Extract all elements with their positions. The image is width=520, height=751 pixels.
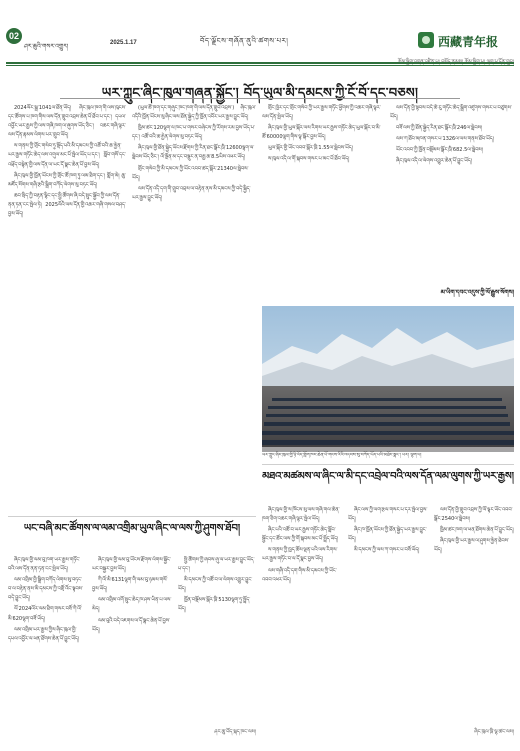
article1-column-1 (8, 104, 126, 514)
paragraph: ལོ་2024ལོར་ལམ་ཐིག་གསར་བཟོ་ཀི་ལོ་མི་620ལྷག་བཟོ་ཡོད། (8, 606, 82, 622)
header-rule-thin (6, 65, 514, 66)
paragraph: ས་གནས་ཀྱི་གྲོང་གསེབ་ཏུ་སྡོད་པའི་མི་དམངས་ཀྱི་འཚོ་བའི་ཆ་རྐྱེན་ཡར་རྒྱས་གཏོང་ཆེད་ལས་འགུལ་མང་པོ་སྤེལ་ཡོད་པ་དང་། སློབ་གསོ་དང་འཕྲོད་བསྟེན་གྱི་ལས་དོན་ལ་ཡང་དོ་སྣང་ཆེན་པོ་བྱས་ཡོད། (8, 143, 126, 168)
logo-icon (418, 32, 434, 48)
article1-headline: ཡར་ཀླུང་ཞིང་ཁུལ་གཞན་སྐྱོང་། བོད་ཡུལ་མི་དམངས་ཀྱི་ངོ་བོ་དང་བཅས། (101, 86, 419, 101)
paragraph: ལས་གཞི་འདི་དག་གིས་མི་དམངས་ཀྱི་ཡོང་འབབ་འཕར་ཡོད། (262, 567, 337, 583)
paragraph: མི་དམངས་ཀྱི་འཚོ་བ་ལ་ལེགས་འགྱུར་བྱུང་ཡོད། (178, 577, 253, 593)
paragraph: གྲོང་གསེབ་ཀྱི་མི་དམངས་ཀྱི་ཡོང་འབབ་ཚད་སྒོར་21340ལ་སླེབས་ཡོད། (132, 165, 249, 181)
article1-byline: མ་ཡིག་དབང་འདུས་ཀྱི་ལོ་རྒྱུས་སོགས། (440, 289, 514, 296)
paragraph: ལས་དོན་གྱི་གྲུབ་འབྲས་ཀྱི་ལོ་ལྟར་ཡོང་འབབ་སྒོར་2540ལ་སླེབས། (434, 507, 513, 523)
paragraph: ཞིང་ཁུལ་གྱི་ཁྱོན་ཡོངས་ཀྱི་གྲོང་ཚོ་ཁག་ཏུ་ལམ་ཐིག་དང་། གློག་མེ། ཆུ་མཛོད་སོགས་གཞི་རྩའི་སྒྲིག་བཀོད་ལེགས་སུ་བཏང་ཡོད། (8, 172, 126, 188)
paragraph: ལམ་བུའི་བདེ་འཇགས་ལ་དོ་སྣང་ཆེན་པོ་བྱས་ཡོད། (92, 617, 171, 633)
article1-column-2 (132, 104, 256, 514)
paragraph: ལམ་འགྲིམ་ཡར་རྒྱས་ཀྱིས་ཞིང་ཁུལ་གྱི་དཔལ་འབྱོར་ལ་ཕན་ཐོགས་ཆེན་པོ་བྱུང་ཡོད། (8, 626, 80, 642)
paragraph: ཁྱོན་བསྡོམས་སྒོར་ཁྲི་5130ལྷག་ཏུ་སྤྲོད་ཡོད། (178, 597, 251, 613)
paragraph: ཁྱིམ་ཚང་120ལྷག་ལ་ཁང་པ་གསར་བཞེངས་ཀྱི་རོགས་རམ་བྱས་ཡོད་པ་དང་། འཚོ་བའི་ཆ་རྐྱེན་ལེགས་སུ་བཏང་ཡོད། (132, 125, 256, 141)
paragraph: ལས་དོན་གྱི་སྟབས་བདེ་ཆེ་རུ་གཏོང་ཆེད་སྒྲིག་འཛུགས་གསར་པ་བཙུགས་ཡོད། (390, 105, 512, 121)
paragraph: ས་ཁུལ་འདི་ལ་གོ་སྐབས་གསར་པ་མང་པོ་ཐོབ་ཡོད། (268, 156, 350, 163)
section-divider (262, 464, 514, 465)
paragraph: ཡུལ་སྐོར་གྱི་ཡོང་འབབ་སྒོར་ཁྲི་1.55ལ་སླེབས་ཡོད། (268, 145, 353, 152)
paragraph: མི་དམངས་ཀྱི་ལས་ཀ་གསར་པ་བཟོ་ཡོད། (354, 547, 420, 554)
headline-divider (60, 98, 460, 99)
article3-byline: ཞིང་ཁུལ་ཁྲི་ལྷ་ཚང་ལས། (474, 729, 514, 735)
paragraph: ས་གནས་ཀྱི་ཁྱད་ཆོས་ལྡན་པའི་ལས་རིགས་ཡར་རྒྱས་གཏོང་བ་ལ་དོ་སྣང་བྱས་ཡོད། (262, 547, 338, 563)
news-photo (262, 306, 514, 452)
paragraph: ལམ་འགྲིམ་གྱི་སྒྲིག་བཀོད་ལེགས་སུ་བཏང་བ་ལ་བརྟེན་ནས་མི་དམངས་ཀྱི་འགྲོ་འོང་སྟབས་བདེ་བྱུང་ཡོད། (8, 577, 83, 602)
article2-headline: ཡང་བཞི་མང་ཚོགས་ལ་ལམ་འགྲིམ་ཡུལ་ཞིང་ལ་ལས་ཀྱི་ཤུགས་ཐོབ། (23, 523, 241, 534)
paragraph: ཞིང་ཁུལ་གྱི་ལམ་བུ་ཡོངས་རྫོགས་ལེགས་སྐྱོང་ཡང་བསྐྱར་བྱས་ཡོད། (92, 557, 171, 573)
article2-column-1 (8, 556, 86, 734)
article3-column-3 (434, 506, 514, 722)
paragraph: (ཡུལ་ཚོ་ཁག་དང་གཞུང་ཁང་ཁག་གི་ལས་དོན་གྲུབ་འབྲས་) ཞིང་ཁུལ་འདིའི་ཁྱོན་ཡོངས་སུ་ཞིང་ལས་ཐོན་སྐྱེད་ཀྱི་ཁྱོན་འབོར་ཡར་རྒྱས་བྱུང་ཡོད། (132, 105, 256, 121)
paragraph: ཆབ་སྲིད་ཀྱི་བརྟན་ལྷིང་དང་སྤྱི་ཚོགས་ཞི་བདེ་སྲུང་སྐྱོབ་ཀྱི་ལས་དོན་ནན་ཏན་ངང་སྤེལ་ཏེ། 2025ལོའི་ལས་དོན་གྱི་འཆར་གཞི་གསལ་བཤད་བྱས་ཡོད། (8, 192, 126, 218)
section-name: ཤར་ཆུའི་གསར་འགྱུར། (24, 43, 69, 50)
paragraph: ལམ་འགྲིམ་འགོ་སྲུང་ཆེད་ཁ་ཤས་ཡིན་པ་ལས་མེད། (92, 597, 172, 613)
article2-column-2 (92, 556, 172, 734)
paragraph: སྤྱི་ཚོགས་ཀྱི་ཞབས་ཞུ་ལ་ཡར་རྒྱས་བྱུང་ཡོད་པ་དང་། (178, 557, 255, 573)
logo-text: 西藏青年报 (438, 35, 499, 49)
paragraph: ཀི་ལོ་མི་6131ལྷག་གི་ལམ་བུ་ཉམས་གསོ་བྱས་ཡོད། (92, 577, 168, 593)
newspaper-logo (418, 30, 514, 52)
paragraph: ཞིང་ཁུལ་གྱི་ལམ་བུ་ཁག་ཡར་རྒྱས་གཏོང་བའི་ལས་དོན་ནན་ཏན་ངང་སྤེལ་ཡོད། (8, 557, 81, 573)
article3-headline: མཐའ་མཚམས་ལ་ཞིང་ལ་མི་དང་འབྲེལ་བའི་ལས་དོན་ལམ་ལུགས་ཀྱི་ཡར་རྒྱས། (262, 471, 514, 482)
paragraph: ཞིང་པའི་འཚོ་བ་ཡར་རྒྱས་གཏོང་ཆེད་སློབ་སྦྱོང་དང་ཚོང་ལས་ཀྱི་གོ་སྐབས་མང་པོ་སྤྲོད་ཡོད། (262, 527, 339, 543)
paragraph: ཞིང་ཁུལ་གྱི་ཡུལ་སྐོར་ལས་རིགས་ཡར་རྒྱས་གཏོང་ཆེད་ཡུལ་སྐོར་བ་མི་ཚོ་60000ལྷག་གིས་ལྟ་སྐོར་བྱས་ཡོད། (262, 125, 381, 141)
article2-byline: ཤར་ཆུ་བོད་སྐད་ཁང་ལས། (214, 729, 256, 735)
paragraph: ཁྱིམ་ཚང་ཁག་ལ་ཕན་ཐོགས་ཆེན་པོ་བྱུང་ཡོད། (440, 527, 514, 534)
newspaper-title-tibetan: བོད་ལྗོངས་གཞོན་ནུའི་ཚགས་པར། (200, 37, 289, 45)
issue-date: 2025.1.17 (110, 40, 137, 46)
paragraph: ཞིང་ལས་ཀྱི་ལག་རྩལ་གསར་པ་དར་སྤེལ་བྱས་ཡོད། (348, 507, 428, 523)
section-divider (8, 516, 256, 517)
paragraph: ཞིང་ཁ་ཁྱོན་ཡོངས་ཀྱི་ཐོན་སྐྱེད་ཡར་རྒྱས་བྱུང་ཡོད། (348, 527, 427, 543)
paragraph: ཞིང་ཁུལ་འདི་ལ་ལེགས་འགྱུར་ཆེན་པོ་བྱུང་ཡོད། (396, 158, 472, 165)
paragraph: ལས་དོན་འདི་དག་གི་གྲུབ་འབྲས་ལ་བརྟེན་ནས་མི་དམངས་ཀྱི་བདེ་སྐྱིད་ཡར་རྒྱས་བྱུང་ཡོད། (132, 185, 251, 201)
paragraph: ཡོང་འབབ་ཀྱི་ཁྱོན་བསྡོམས་སྒོར་ཁྲི་682.5ལ་སླེབས། (396, 147, 483, 154)
photo-caption: ཡར་ཀླུང་ཞིང་ཁུལ་གྱི་ཉི་འོད་གློག་ཁང་ཆེན་པོ་གངས་རིའི་འདབས་སུ་བཀོད་ཡོད་པའི་མཐོང་སྣང་། པར། ལྷག་པ། (262, 453, 422, 458)
paragraph: གྲོང་ཁྱེར་དང་གྲོང་གསེབ་ཀྱི་ཡར་རྒྱས་གཏོང་ཕྱོགས་ཀྱི་འཆར་གཞི་ལྟར་ལས་དོན་སྤེལ་ཡོད། (262, 105, 381, 121)
paragraph: ལས་ཀ་ཐོབ་མཁན་གསར་པ་1326ལ་ལས་གནས་ཐོབ་ཡོད། (396, 136, 494, 143)
article1-column-4 (390, 104, 514, 284)
article3-column-1 (262, 506, 342, 734)
page-number-badge: 02 (6, 28, 22, 44)
paragraph: ཞིང་ཁུལ་གྱི་ཡར་རྒྱས་ལ་ཤུགས་རྐྱེན་ཐེབས་ཡོད། (434, 538, 510, 554)
article1-column-3 (262, 104, 384, 302)
header-rule (6, 62, 514, 64)
paragraph: ཞིང་ཁུལ་གྱི་ས་ཁོངས་སུ་ལས་གཞི་གལ་ཆེན་ཁག་ཅིག་འཆར་གཞི་ལྟར་སྤེལ་ཡོད། (262, 507, 340, 523)
article2-column-3 (178, 556, 256, 722)
solar-farm-mountain-photo (262, 306, 514, 452)
paragraph: བཟོ་ལས་ཀྱི་ཐོན་སྐྱེད་རིན་ཐང་སྒོར་ཁྲི་246ལ་སླེབས། (396, 125, 483, 132)
paragraph: ཞིང་ཁུལ་གྱི་ཐོན་སྐྱེད་ཡོངས་རྫོགས་ཀྱི་རིན་ཐང་སྒོར་ཁྲི་12600ལྷག་ལ་སླེབས་ཡོད་ཅིང་། ལོ་སྔོན་མ་དང་བསྡུར་ན་བརྒྱ་ཆ་8.5ཡིས་འཕར་ཡོད། (132, 145, 255, 161)
article3-column-2 (348, 506, 428, 734)
paragraph: 2024ལོར་སྒྲ་1041ལ་ཐོན་ཡོད། ཞིང་ཁུལ་ཁག་གི་ལས་ཁུངས་དང་ཚོགས་པ་ཁག་གིས་ལས་དོན་གྲུབ་འབྲས་ཆེན་པོ་ཐོབ་པ་དང་། དཔལ་འབྱོར་ཡར་རྒྱས་ཀྱི་ལས་གཞི་ཁག་ལ་ཞུགས་ཡོད་ཅིང་། འཆར་གཞི་ལྟར་ལས་དོན་རྣམས་ལེགས་པར་གྲུབ་ཡོད། (8, 105, 126, 139)
